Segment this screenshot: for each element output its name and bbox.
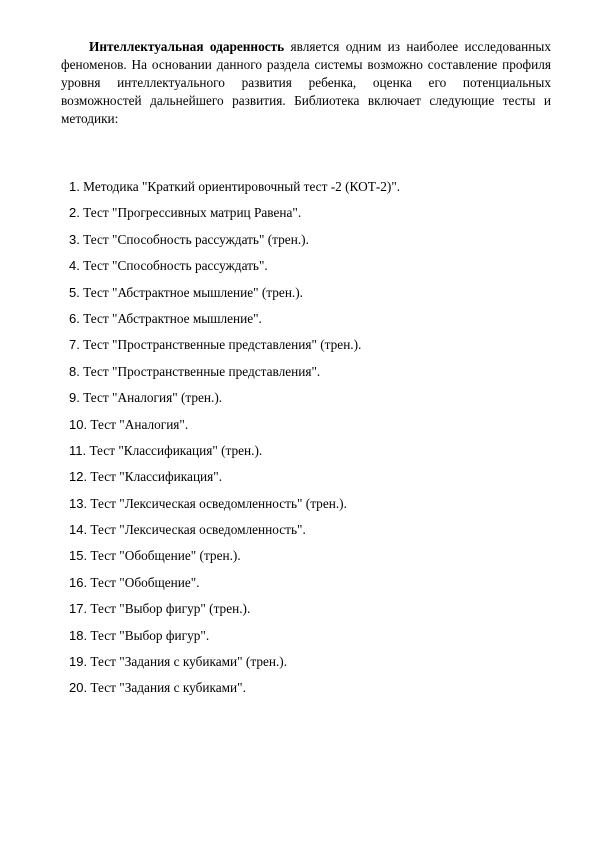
list-item-text: Тест "Классификация". bbox=[90, 469, 223, 485]
list-item bbox=[69, 495, 400, 521]
list-item-text: Тест "Обобщение". bbox=[90, 574, 200, 590]
list-item-number: 6. bbox=[69, 310, 80, 326]
list-item-text: Тест "Обобщение" (трен.). bbox=[90, 548, 241, 564]
list-item-text: Тест "Абстрактное мышление" (трен.). bbox=[83, 284, 304, 300]
list-item-number: 17. bbox=[69, 601, 88, 617]
list-item bbox=[69, 547, 400, 573]
list-item-text: Тест "Лексическая осведомленность". bbox=[90, 522, 306, 538]
list-item-number: 19. bbox=[69, 654, 88, 670]
list-item-number: 9. bbox=[69, 390, 80, 406]
list-item-number: 1. bbox=[69, 179, 80, 194]
list-item-text: Тест "Абстрактное мышление". bbox=[83, 310, 262, 326]
list-item bbox=[69, 521, 400, 547]
list-item-number: 3. bbox=[69, 231, 80, 247]
list-item-text: Методика "Краткий ориентировочный тест -2 (КОТ-2)". bbox=[83, 179, 401, 194]
list-item bbox=[69, 336, 400, 362]
list-item-text: Тест "Пространственные представления". bbox=[83, 363, 321, 379]
list-item-number: 7. bbox=[69, 337, 80, 353]
list-item bbox=[69, 389, 400, 415]
list-item bbox=[69, 468, 400, 494]
list-item-text: Тест "Задания с кубиками" (трен.). bbox=[90, 654, 288, 670]
list-item bbox=[69, 284, 400, 310]
list-item-number: 5. bbox=[69, 284, 80, 300]
list-item-text: Тест "Способность рассуждать" (трен.). bbox=[83, 231, 309, 247]
list-item bbox=[69, 653, 400, 679]
tests-list bbox=[69, 178, 400, 706]
intro-paragraph bbox=[61, 38, 551, 128]
list-item-number: 11. bbox=[69, 442, 87, 458]
list-item-number: 16. bbox=[69, 574, 88, 590]
list-item bbox=[69, 363, 400, 389]
list-item-text: Тест "Выбор фигур" (трен.). bbox=[90, 601, 251, 617]
list-item-text: Тест "Способность рассуждать". bbox=[83, 258, 268, 274]
list-item bbox=[69, 627, 400, 653]
list-item-text: Тест "Задания с кубиками". bbox=[90, 680, 246, 696]
list-item bbox=[69, 600, 400, 626]
list-item-text: Тест "Прогрессивных матриц Равена". bbox=[83, 205, 302, 221]
list-item-text: Тест "Пространственные представления" (трен.). bbox=[83, 337, 362, 353]
list-item bbox=[69, 679, 400, 705]
list-item-number: 10. bbox=[69, 416, 88, 432]
list-item-number: 4. bbox=[69, 258, 80, 274]
list-item bbox=[69, 204, 400, 230]
intro-bold-term: Интеллектуальная одаренность bbox=[89, 39, 285, 54]
list-item-text: Тест "Классификация" (трен.). bbox=[89, 442, 263, 458]
list-item-number: 13. bbox=[69, 495, 88, 511]
list-item bbox=[69, 257, 400, 283]
list-item-text: Тест "Лексическая осведомленность" (трен.). bbox=[90, 495, 347, 511]
list-item bbox=[69, 310, 400, 336]
list-item bbox=[69, 416, 400, 442]
list-item-number: 2. bbox=[69, 205, 80, 221]
list-item-number: 15. bbox=[69, 548, 88, 564]
list-item-number: 8. bbox=[69, 363, 80, 379]
list-item-number: 14. bbox=[69, 522, 88, 538]
list-item bbox=[69, 442, 400, 468]
list-item-number: 12. bbox=[69, 469, 88, 485]
list-item-number: 20. bbox=[69, 680, 88, 696]
intro-text: является одним из наиболее исследованных феноменов. На основании данного раздела системы возможно составление профиля уровня интеллектуального развития ребенка, оценка его потенциальных возможностей дальнейшего развития. Библиотека включает следующие тесты и методики: bbox=[61, 39, 551, 126]
list-item-text: Тест "Выбор фигур". bbox=[90, 627, 210, 643]
list-item-text: Тест "Аналогия" (трен.). bbox=[83, 390, 223, 406]
list-item bbox=[69, 231, 400, 257]
list-item bbox=[69, 178, 400, 204]
list-item-text: Тест "Аналогия". bbox=[90, 416, 189, 432]
list-item-number: 18. bbox=[69, 627, 88, 643]
list-item bbox=[69, 574, 400, 600]
